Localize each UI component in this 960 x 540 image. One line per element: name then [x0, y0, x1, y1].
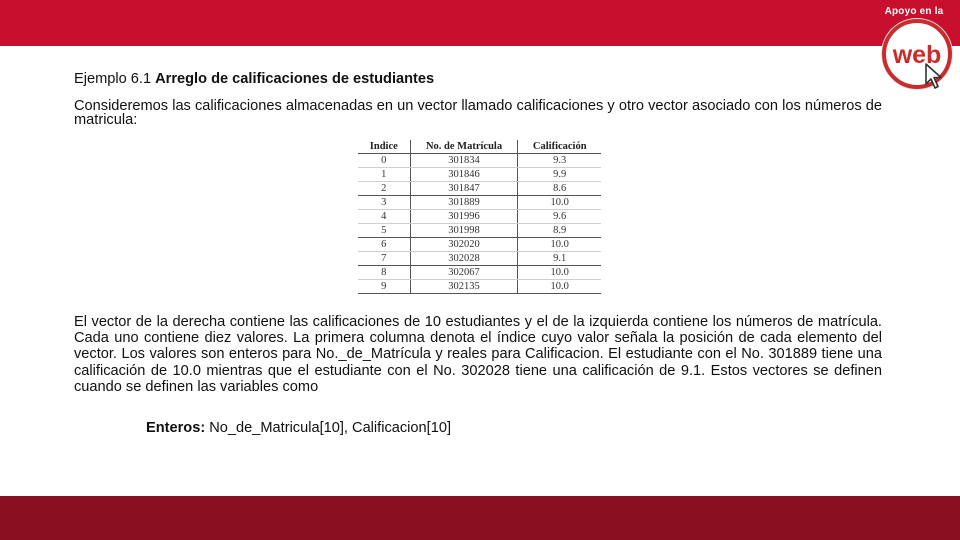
cell-index: 6 [358, 238, 410, 252]
cell-enrollment: 301834 [410, 154, 518, 168]
column-header-index: Indice [358, 140, 410, 154]
cell-index: 5 [358, 224, 410, 238]
top-banner [0, 0, 960, 46]
cell-index: 4 [358, 210, 410, 224]
cell-grade: 9.9 [518, 168, 601, 182]
table-row [358, 224, 601, 238]
cell-enrollment: 302135 [410, 280, 518, 294]
table-row [358, 168, 601, 182]
table-row [358, 210, 601, 224]
cell-enrollment: 301889 [410, 196, 518, 210]
cell-enrollment: 301846 [410, 168, 518, 182]
cell-grade: 8.6 [518, 182, 601, 196]
table-row [358, 196, 601, 210]
column-header-grade: Calificación [518, 140, 601, 154]
cell-enrollment: 301998 [410, 224, 518, 238]
cell-grade: 10.0 [518, 280, 601, 294]
cell-index: 3 [358, 196, 410, 210]
cell-enrollment: 302028 [410, 252, 518, 266]
table-row [358, 280, 601, 294]
cell-enrollment: 301847 [410, 182, 518, 196]
cell-grade: 10.0 [518, 238, 601, 252]
cell-grade: 9.3 [518, 154, 601, 168]
intro-paragraph: Consideremos las calificaciones almacenadas en un vector llamado calificaciones y otro vector asociado con los números de matricula: [74, 98, 882, 128]
example-title: Arreglo de calificaciones de estudiantes [155, 71, 435, 87]
logo-caption: Apoyo en la [884, 6, 944, 17]
cell-enrollment: 302067 [410, 266, 518, 280]
cell-grade: 9.1 [518, 252, 601, 266]
apoyo-en-la-web-logo[interactable] [870, 4, 958, 96]
table-row [358, 252, 601, 266]
table-row [358, 154, 601, 168]
table-header-row [358, 140, 601, 154]
bottom-banner [0, 496, 960, 540]
cell-grade: 9.6 [518, 210, 601, 224]
example-prefix: Ejemplo 6.1 [74, 71, 156, 87]
cell-enrollment: 301996 [410, 210, 518, 224]
cell-index: 9 [358, 280, 410, 294]
cell-grade: 10.0 [518, 266, 601, 280]
cell-index: 7 [358, 252, 410, 266]
cell-grade: 8.9 [518, 224, 601, 238]
cell-index: 1 [358, 168, 410, 182]
declaration-keyword: Enteros: [146, 420, 206, 436]
table-row [358, 182, 601, 196]
cell-index: 8 [358, 266, 410, 280]
cell-grade: 10.0 [518, 196, 601, 210]
web-badge-icon [870, 18, 958, 96]
cell-enrollment: 302020 [410, 238, 518, 252]
column-header-enrollment: No. de Matrícula [410, 140, 518, 154]
grades-table [358, 140, 601, 294]
cell-index: 0 [358, 154, 410, 168]
table-row [358, 266, 601, 280]
table-row [358, 238, 601, 252]
cell-index: 2 [358, 182, 410, 196]
declaration-text: No_de_Matricula[10], Calificacion[10] [205, 420, 451, 436]
example-heading [74, 72, 882, 86]
description-paragraph: El vector de la derecha contiene las calificaciones de 10 estudiantes y el de la izquierda contiene los números de matrícula. Cada uno contiene diez valores. La primera columna denota el índice cuyo valor señala la posición de cada elemento del vector. Los valores son enteros para No._de_Matrícula y reales para Calificacion. El estudiante con el No. 301889 tiene una calificación de 10.0 mientras que el estudiante con el No. 302028 tiene una calificación de 9.1. Estos vectores se definen cuando se definen las variables como [74, 314, 882, 395]
logo-word: web [892, 41, 942, 69]
variable-declaration [146, 420, 451, 436]
